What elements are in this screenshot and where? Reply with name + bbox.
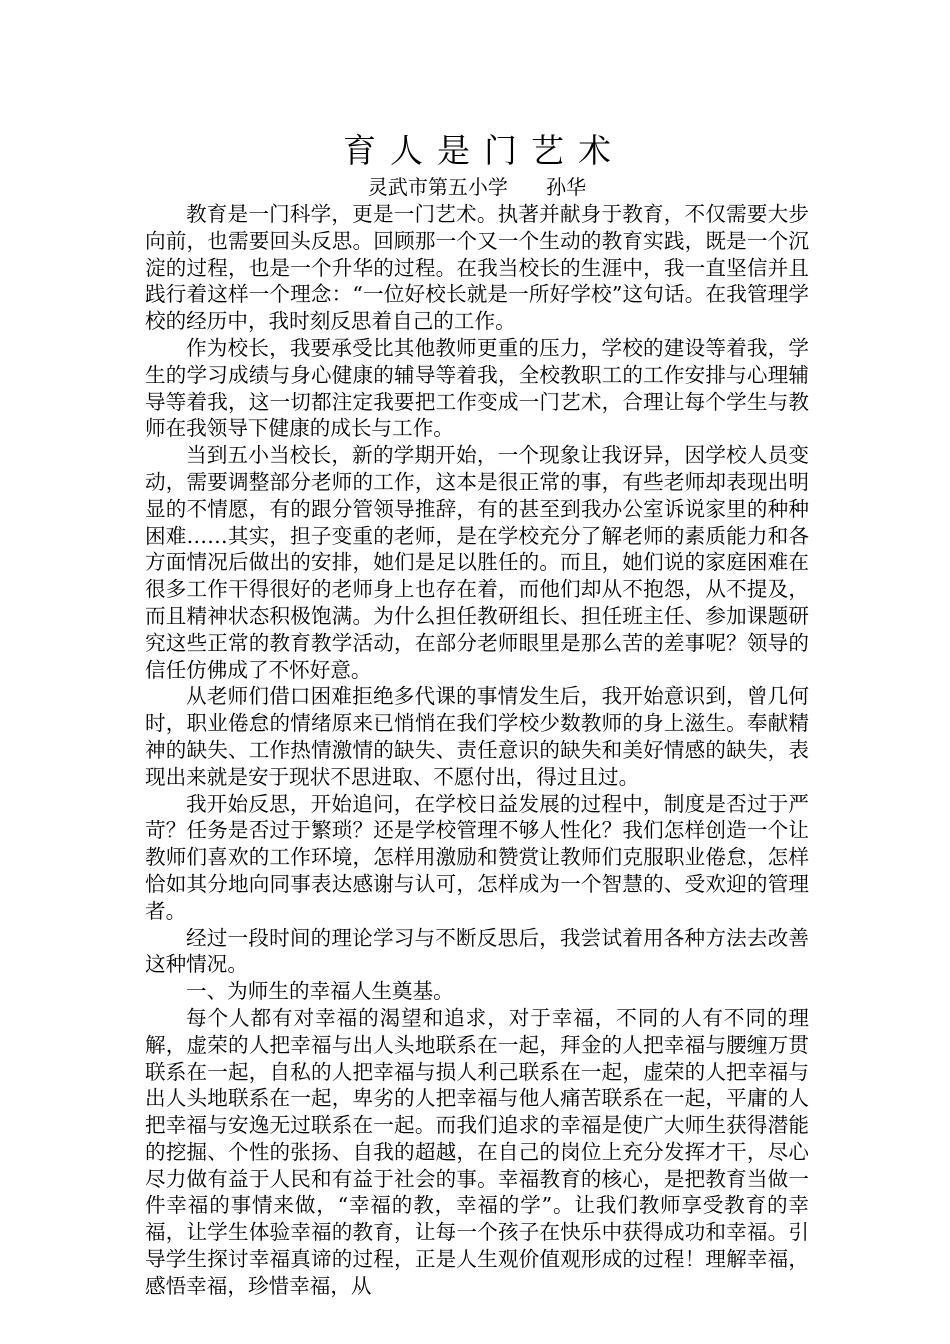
paragraph: 当到五小当校长，新的学期开始，一个现象让我讶异，因学校人员变动，需要调整部分老师的工作，这本是很正常的事，有些老师却表现出明显的不情愿，有的跟分管领导推辞，有的甚至到我办公室诉说家里的种种困难……其实，担子变重的老师，是在学校充分了解老师的素质能力和各方面情况后做出的安排，她们是足以胜任的。而且，她们说的家庭困难在很多工作干得很好的老师身上也存在着，而他们却从不抱怨，从不提及，而且精神状态积极饱满。为什么担任教研组长、担任班主任、参加课题研究这些正常的教育教学活动，在部分老师眼里是那么苦的差事呢？领导的信任仿佛成了不怀好意。 bbox=[145, 443, 809, 682]
paragraph: 教育是一门科学，更是一门艺术。执著并献身于教育，不仅需要大步向前，也需要回头反思。回顾那一个又一个生动的教育实践，既是一个沉淀的过程，也是一个升华的过程。在我当校长的生涯中，我一直坚信并且践行着这样一个理念：“一位好校长就是一所好学校”这句话。在我管理学校的经历中，我时刻反思着自己的工作。 bbox=[145, 202, 809, 334]
paragraph: 经过一段时间的理论学习与不断反思后，我尝试着用各种方法去改善这种情况。 bbox=[145, 925, 809, 977]
document-page bbox=[145, 128, 809, 1300]
document-body bbox=[145, 201, 809, 1300]
section-heading: 一、为师生的幸福人生奠基。 bbox=[186, 979, 454, 1004]
paragraph: 我开始反思，开始追问，在学校日益发展的过程中，制度是否过于严苛？任务是否过于繁琐？还是学校管理不够人性化？我们怎样创造一个让教师们喜欢的工作环境，怎样用激励和赞赏让教师们克服职业倦怠，怎样恰如其分地向同事表达感谢与认可，怎样成为一个智慧的、受欢迎的管理者。 bbox=[145, 791, 809, 923]
paragraph: 作为校长，我要承受比其他教师更重的压力，学校的建设等着我，学生的学习成绩与身心健康的辅导等着我，全校教职工的工作安排与心理辅导等着我，这一切都注定我要把工作变成一门艺术，合理让每个学生与教师在我领导下健康的成长与工作。 bbox=[145, 335, 809, 441]
document-title: 育人是门艺术 bbox=[343, 131, 625, 170]
author-byline: 灵武市第五小学 孙华 bbox=[367, 175, 587, 199]
paragraph: 每个人都有对幸福的渴望和追求，对于幸福，不同的人有不同的理解，虚荣的人把幸福与出人头地联系在一起，拜金的人把幸福与腰缠万贯联系在一起，自私的人把幸福与损人利己联系在一起，虚荣的人把幸福与出人头地联系在一起，卑劣的人把幸福与他人痛苦联系在一起，平庸的人把幸福与安逸无过联系在一起。而我们追求的幸福是使广大师生获得潜能的挖掘、个性的张扬、自我的超越，在自己的岗位上充分发挥才干，尽心尽力做有益于人民和有益于社会的事。幸福教育的核心，是把教育当做一件幸福的事情来做，“幸福的教，幸福的学”。让我们教师享受教育的幸福，让学生体验幸福的教育，让每一个孩子在快乐中获得成功和幸福。引导学生探讨幸福真谛的过程，正是人生观价值观形成的过程！理解幸福，感悟幸福，珍惜幸福，从 bbox=[145, 1005, 809, 1298]
paragraph: 从老师们借口困难拒绝多代课的事情发生后，我开始意识到，曾几何时，职业倦怠的情绪原来已悄悄在我们学校少数教师的身上滋生。奉献精神的缺失、工作热情激情的缺失、责任意识的缺失和美好情感的缺失，表现出来就是安于现状不思进取、不愿付出，得过且过。 bbox=[145, 684, 809, 789]
